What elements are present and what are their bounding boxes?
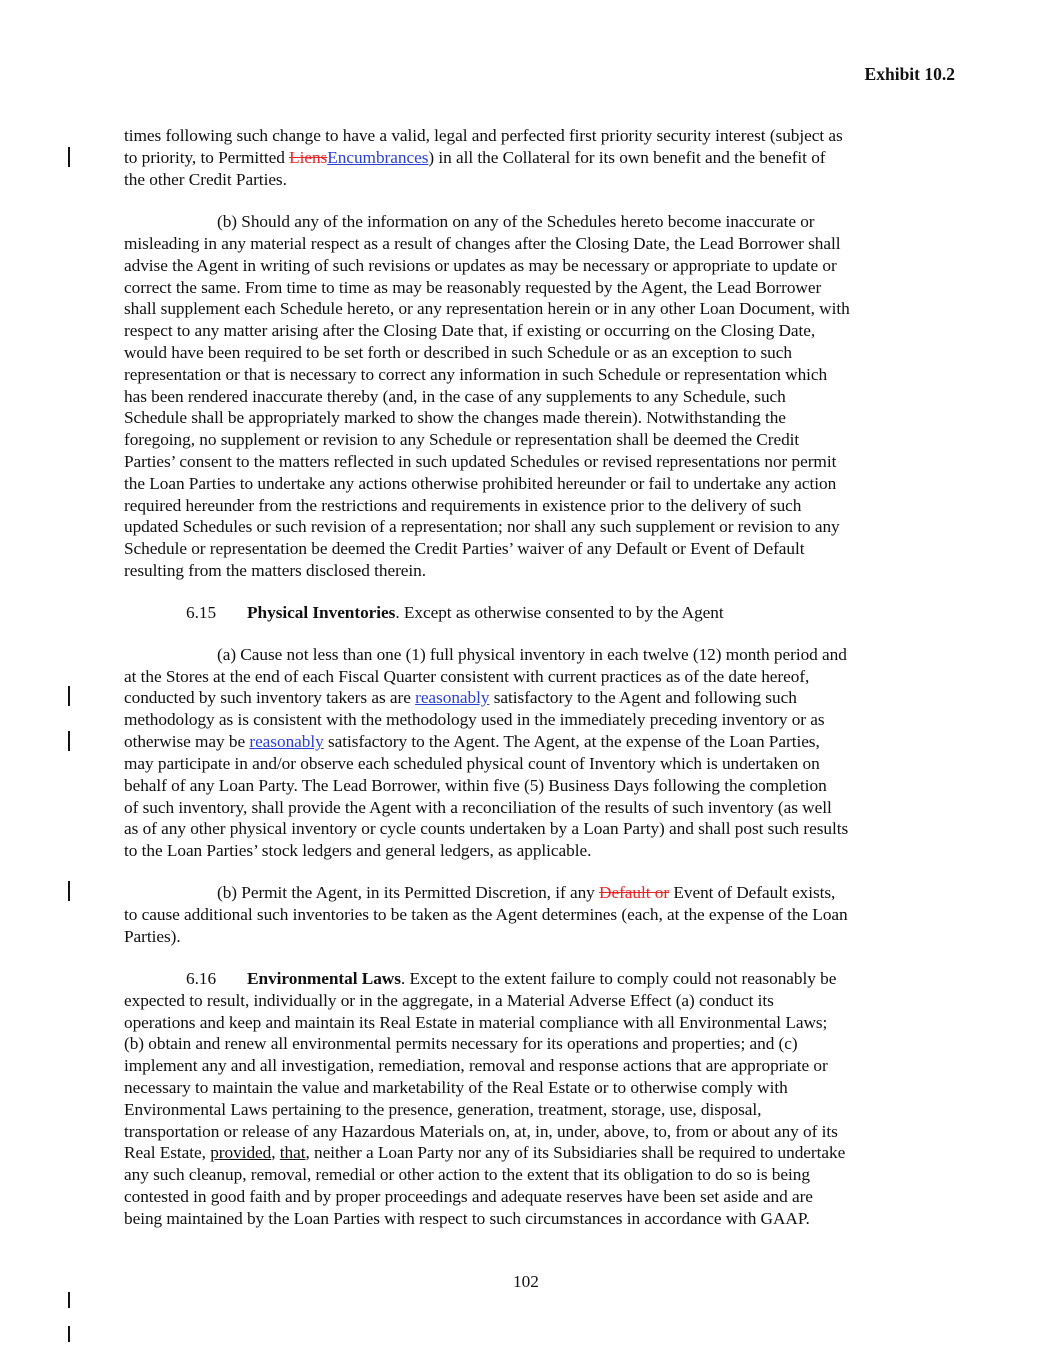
text-line: to cause additional such inventories to be taken as the Agent determines (each, at the expense of the Loan [124,905,848,924]
text-line: Schedule shall be appropriately marked to show the changes made therein). Notwithstanding the [124,408,786,427]
text-line: resulting from the matters disclosed therein. [124,561,427,580]
inserted-text: reasonably [249,732,324,751]
text-line: operations and keep and maintain its Real Estate in material compliance with all Environmental Laws; [124,1013,828,1032]
section-heading-6-15 [186,602,724,624]
inserted-text: reasonably [415,688,490,707]
change-bar [68,1292,70,1308]
change-bar [68,1326,70,1342]
text-line: misleading in any material respect as a result of changes after the Closing Date, the Lead Borrower shall [124,234,841,253]
text-run: satisfactory to the Agent and following such [489,688,797,707]
text-line: of such inventory, shall provide the Agent with a reconciliation of the results of such inventory (as well [124,798,832,817]
text-run: otherwise may be [124,732,250,751]
change-bar [68,147,70,167]
text-line: updated Schedules or such revision of a representation; nor shall any such supplement or revision to any [124,517,840,536]
text-run: (b) Permit the Agent, in its Permitted Discretion, if any [217,883,600,902]
text-line: methodology as is consistent with the methodology used in the immediately preceding inventory or as [124,710,825,729]
change-bar [68,731,70,751]
text-line: Environmental Laws pertaining to the presence, generation, treatment, storage, use, disposal, [124,1100,762,1119]
text-line: may participate in and/or observe each scheduled physical count of Inventory which is undertaken on [124,754,820,773]
text-line: correct the same. From time to time as may be reasonably requested by the Agent, the Lead Borrower [124,278,822,297]
text-run: , [271,1143,280,1162]
text-line: necessary to maintain the value and marketability of the Real Estate or to otherwise comply with [124,1078,788,1097]
text-line: representation or that is necessary to correct any information in such Schedule or representation which [124,365,828,384]
text-line [124,687,797,709]
text-line [124,147,826,169]
exhibit-label: Exhibit 10.2 [864,64,955,84]
text-line: any such cleanup, removal, remedial or other action to the extent that its obligation to do so is being [124,1165,810,1184]
underlined-term: provided [210,1143,272,1162]
deleted-text: Liens [289,148,328,167]
text-run: ) in all the Collateral for its own benefit and the benefit of [428,148,826,167]
text-line: has been rendered inaccurate thereby (and, in the case of any supplements to any Schedule, such [124,387,786,406]
text-line: being maintained by the Loan Parties with respect to such circumstances in accordance with GAAP. [124,1209,810,1228]
page-number: 102 [513,1272,539,1291]
text-run: Real Estate, [124,1143,211,1162]
text-line: foregoing, no supplement or revision to any Schedule or representation shall be deemed the Credit [124,430,800,449]
text-line: times following such change to have a valid, legal and perfected first priority security interest (subject as [124,126,843,145]
text-run: . Except as otherwise consented to by the Agent [395,603,724,622]
text-line [124,731,820,753]
text-line: to the Loan Parties’ stock ledgers and general ledgers, as applicable. [124,841,592,860]
text-line: required hereunder from the restrictions and requirements in existence prior to the delivery of such [124,496,802,515]
section-title: Environmental Laws [247,969,401,988]
text-line: (a) Cause not less than one (1) full physical inventory in each twelve (12) month period and [217,645,847,664]
inserted-text: Encumbrances [327,148,429,167]
text-line: (b) obtain and renew all environmental permits necessary for its operations and properties; and (c) [124,1034,798,1053]
underlined-term: that [279,1143,306,1162]
text-line: Parties). [124,927,181,946]
text-line: at the Stores at the end of each Fiscal Quarter consistent with current practices as of the date hereof, [124,667,810,686]
section-title: Physical Inventories [247,603,396,622]
text-line: advise the Agent in writing of such revisions or updates as may be necessary or appropriate to update or [124,256,837,275]
text-line: (b) Should any of the information on any of the Schedules hereto become inaccurate or [217,212,815,231]
deleted-text: Default or [599,883,670,902]
text-run: conducted by such inventory takers as are [124,688,416,707]
text-line: Schedule or representation be deemed the Credit Parties’ waiver of any Default or Event of Default [124,539,805,558]
text-line: respect to any matter arising after the Closing Date that, if existing or occurring on the Closing Date, [124,321,816,340]
text-line [217,882,835,904]
section-number: 6.15 [186,603,217,622]
text-line: expected to result, individually or in the aggregate, in a Material Adverse Effect (a) conduct its [124,991,774,1010]
text-line: behalf of any Loan Party. The Lead Borrower, within five (5) Business Days following the completion [124,776,827,795]
change-bar [68,881,70,901]
text-line: transportation or release of any Hazardous Materials on, at, in, under, above, to, from or about any of its [124,1122,838,1141]
section-heading-6-16 [186,968,836,990]
text-line: the other Credit Parties. [124,170,287,189]
text-line: as of any other physical inventory or cycle counts undertaken by a Loan Party) and shall post such results [124,819,849,838]
text-line: implement any and all investigation, remediation, removal and response actions that are appropriate or [124,1056,828,1075]
text-line: contested in good faith and by proper proceedings and adequate reserves have been set aside and are [124,1187,813,1206]
text-run: Event of Default exists, [669,883,836,902]
text-run: to priority, to Permitted [124,148,290,167]
text-line: would have been required to be set forth or described in such Schedule or as an exception to such [124,343,792,362]
text-run: , neither a Loan Party nor any of its Subsidiaries shall be required to undertake [305,1143,846,1162]
text-line: Parties’ consent to the matters reflected in such updated Schedules or revised representations nor permit [124,452,837,471]
text-line: shall supplement each Schedule hereto, or any representation herein or in any other Loan Document, with [124,299,850,318]
text-line: the Loan Parties to undertake any actions otherwise prohibited hereunder or fail to undertake any action [124,474,837,493]
text-line [124,1142,845,1164]
text-run: . Except to the extent failure to comply could not reasonably be [400,969,837,988]
change-bar [68,686,70,706]
text-run: satisfactory to the Agent. The Agent, at the expense of the Loan Parties, [323,732,820,751]
section-number: 6.16 [186,969,217,988]
